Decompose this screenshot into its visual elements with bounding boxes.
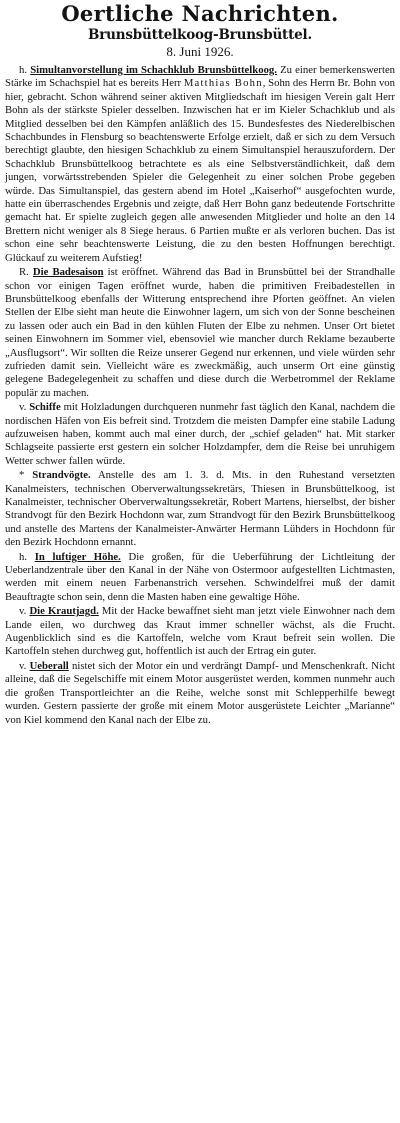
article-headline: Die Krautjagd. [29,605,99,618]
article-spaced-name: Matthias Bohn [183,77,263,90]
article-body: Zu einer bemerkenswerten Stärke im Schachspiel hat es bereits Herr [5,64,396,90]
article-prefix: h. [19,64,28,76]
newspaper-column [5,0,395,728]
article-motor [5,660,395,727]
article-headline: In luftiger Höhe. [34,550,121,563]
article-headline: Ueberall [29,659,69,672]
article-lofty-height [5,551,395,605]
article-headline: Strandvögte. [32,469,91,482]
section-subtitle: Brunsbüttelkoog-Brunsbüttel. [88,27,312,43]
article-prefix: v. [19,659,27,672]
article-beach-wardens [5,469,395,549]
article-prefix: R. [19,266,29,279]
article-body: Die großen, für die Ueberführung der Lichtleitung der Ueberlandzentrale über den Kanal in der Nähe von Ostermoor aufgestellten Lichtmasten, werden mit einem neuen Farbenanstrich versehen. Schwindelfrei muß der damit Beauftragte schon sein, denn die Masten haben eine gewaltige Höhe. [5,550,396,603]
article-prefix: v. [19,401,27,414]
article-body: Mit der Hacke bewaffnet sieht man jetzt viele Einwohner nach dem Lande eilen, wo durchweg das Kraut immer schneller wächst, als die Frucht. Augenblicklich sind es die Kartoffeln, welche vom Kraut befreit sein wollen. Die Kartoffeln stehen durchweg gut, hoffentlich ist auch der Ertrag ein guter. [5,605,396,658]
article-body-continued: , Sohn des Herrn Br. Bohn von hier, gebracht. Schon während seiner aktiven Mitgliedschaft im hiesigen Verein galt Herr Bohn als der stärkste Spieler desselben. Inzwischen hat er im Kieler Schachklub und als Mitglied desselben bei den Kämpfen anläßlich des 15. Bundesfestes des Niederelbischen Schachbundes in Flensburg so beachtenswerte Erfolge erzielt, daß er sich zu dem Versuch berechtigt glaubte, den hiesigen Schachklub zu einem Simultanspiel herauszufordern. Der Schachklub Brunsbüttelkoog betrachtete es als eine Selbstverständlichkeit, daß dem jungen, vorwärtsstrebenden Spieler die Gelegenheit zu einer solchen Probe gegeben würde. Das Simultanspiel, das gestern abend im Hotel „Kaiserhof“ ausgefochten wurde, hatte ein überraschendes Ergebnis und zeigte, daß Herr Bohn ganz bedeutende Fortschritte gemacht hat. Er spielte zugleich gegen alle anwesenden Mitglieder und holte an den 14 Brettern nicht weniger als 8 Siege heraus. 6 Partien mußte er als verloren buchen. Das ist schon eine sehr beachtenswerte Leistung, die zu den besten Hoffnungen berechtigt. Glückauf zu weiterem Aufstieg! [5,77,395,264]
article-body: mit Holzladungen durchqueren nunmehr fast täglich den Kanal, nachdem die nordischen Häfen von Eis befreit sind. Trotzdem die meisten Dampfer eine stabile Ladung aufzuweisen haben, kommt auch mal einer durch, der „schief geladen“ hat. Mit starker Schlagseite passierte erst gestern ein solcher Holzdampfer, dem die Reise bei unruhigem Wetter schwer fallen würde. [5,401,396,467]
article-ships [5,401,395,468]
article-bathing-season [5,266,395,400]
article-chess [5,64,395,265]
article-body: ist eröffnet. Während das Bad in Brunsbüttel bei der Strandhalle schon vor einigen Tagen eröffnet wurde, haben die primitiven Freibadestellen in Brunsbüttelkoog ebenfalls der Witterung entsprechend ihre Pforten geöffnet. An vielen Stellen der Elbe sieht man heute die Einwohner lagern, um sich von der Sonne bescheinen zu lassen oder auch ein Bad in den kühlen Fluten der Elbe zu nehmen. Unser Ort bietet seinen Einwohnern im Sommer viel, ebensoviel wie mancher durch Reklame bezauberte „Ausflugsort“. Wir sollten die Reize unserer Gegend nur erkennen, und viele würden sehr zufrieden damit sein. Vielleicht wäre es zweckmäßig, auch unserm Ort eine günstig gelegene Badegelegenheit zu schaffen und diese durch die Werbetrommel der Reklame populär zu machen. [5,266,395,399]
article-prefix: v. [19,605,27,618]
article-headline: Die Badesaison [32,266,104,279]
section-title: Oertliche Nachrichten. [61,1,339,26]
article-weeding [5,605,395,659]
article-body: nistet sich der Motor ein und verdrängt Dampf- und Menschenkraft. Nicht alleine, daß die Segelschiffe mit einem Motor ausgerüstet werden, kommen nunmehr auch die großen Transportleichter an die Reihe, welche sonst mit Schlepperhilfe bewegt wurden. Gestern passierte der große mit einem Motor ausgerüstete Leichter „Marianne“ von Kiel kommend den Kanal nach der Elbe zu. [5,659,395,726]
article-prefix: * [19,469,25,482]
article-prefix: h. [19,550,28,563]
article-body: Anstelle des am 1. 3. d. Mts. in den Ruhestand versetzten Kanalmeisters, technischen Oberverwaltungssekretärs, Thiesen in Brunsbüttelkoog, ist Kanalmeister, technischer Oberverwaltungssekretär, Robert Martens, hierselbst, der bisher Strandvogt für den Bezirk Hochdonn war, zum Strandvogt für den Bezirk Brunsbüttelkoog und anstelle des Martens der Kanalmeister-Anwärter Hermann Lühders in Hochdonn für den Bezirk Hochdonn ernannt. [5,469,395,549]
article-headline: Schiffe [29,401,61,414]
article-headline: Simultanvorstellung im Schachklub Brunsbüttelkoog. [30,64,277,76]
dateline: 8. Juni 1926. [166,44,234,59]
